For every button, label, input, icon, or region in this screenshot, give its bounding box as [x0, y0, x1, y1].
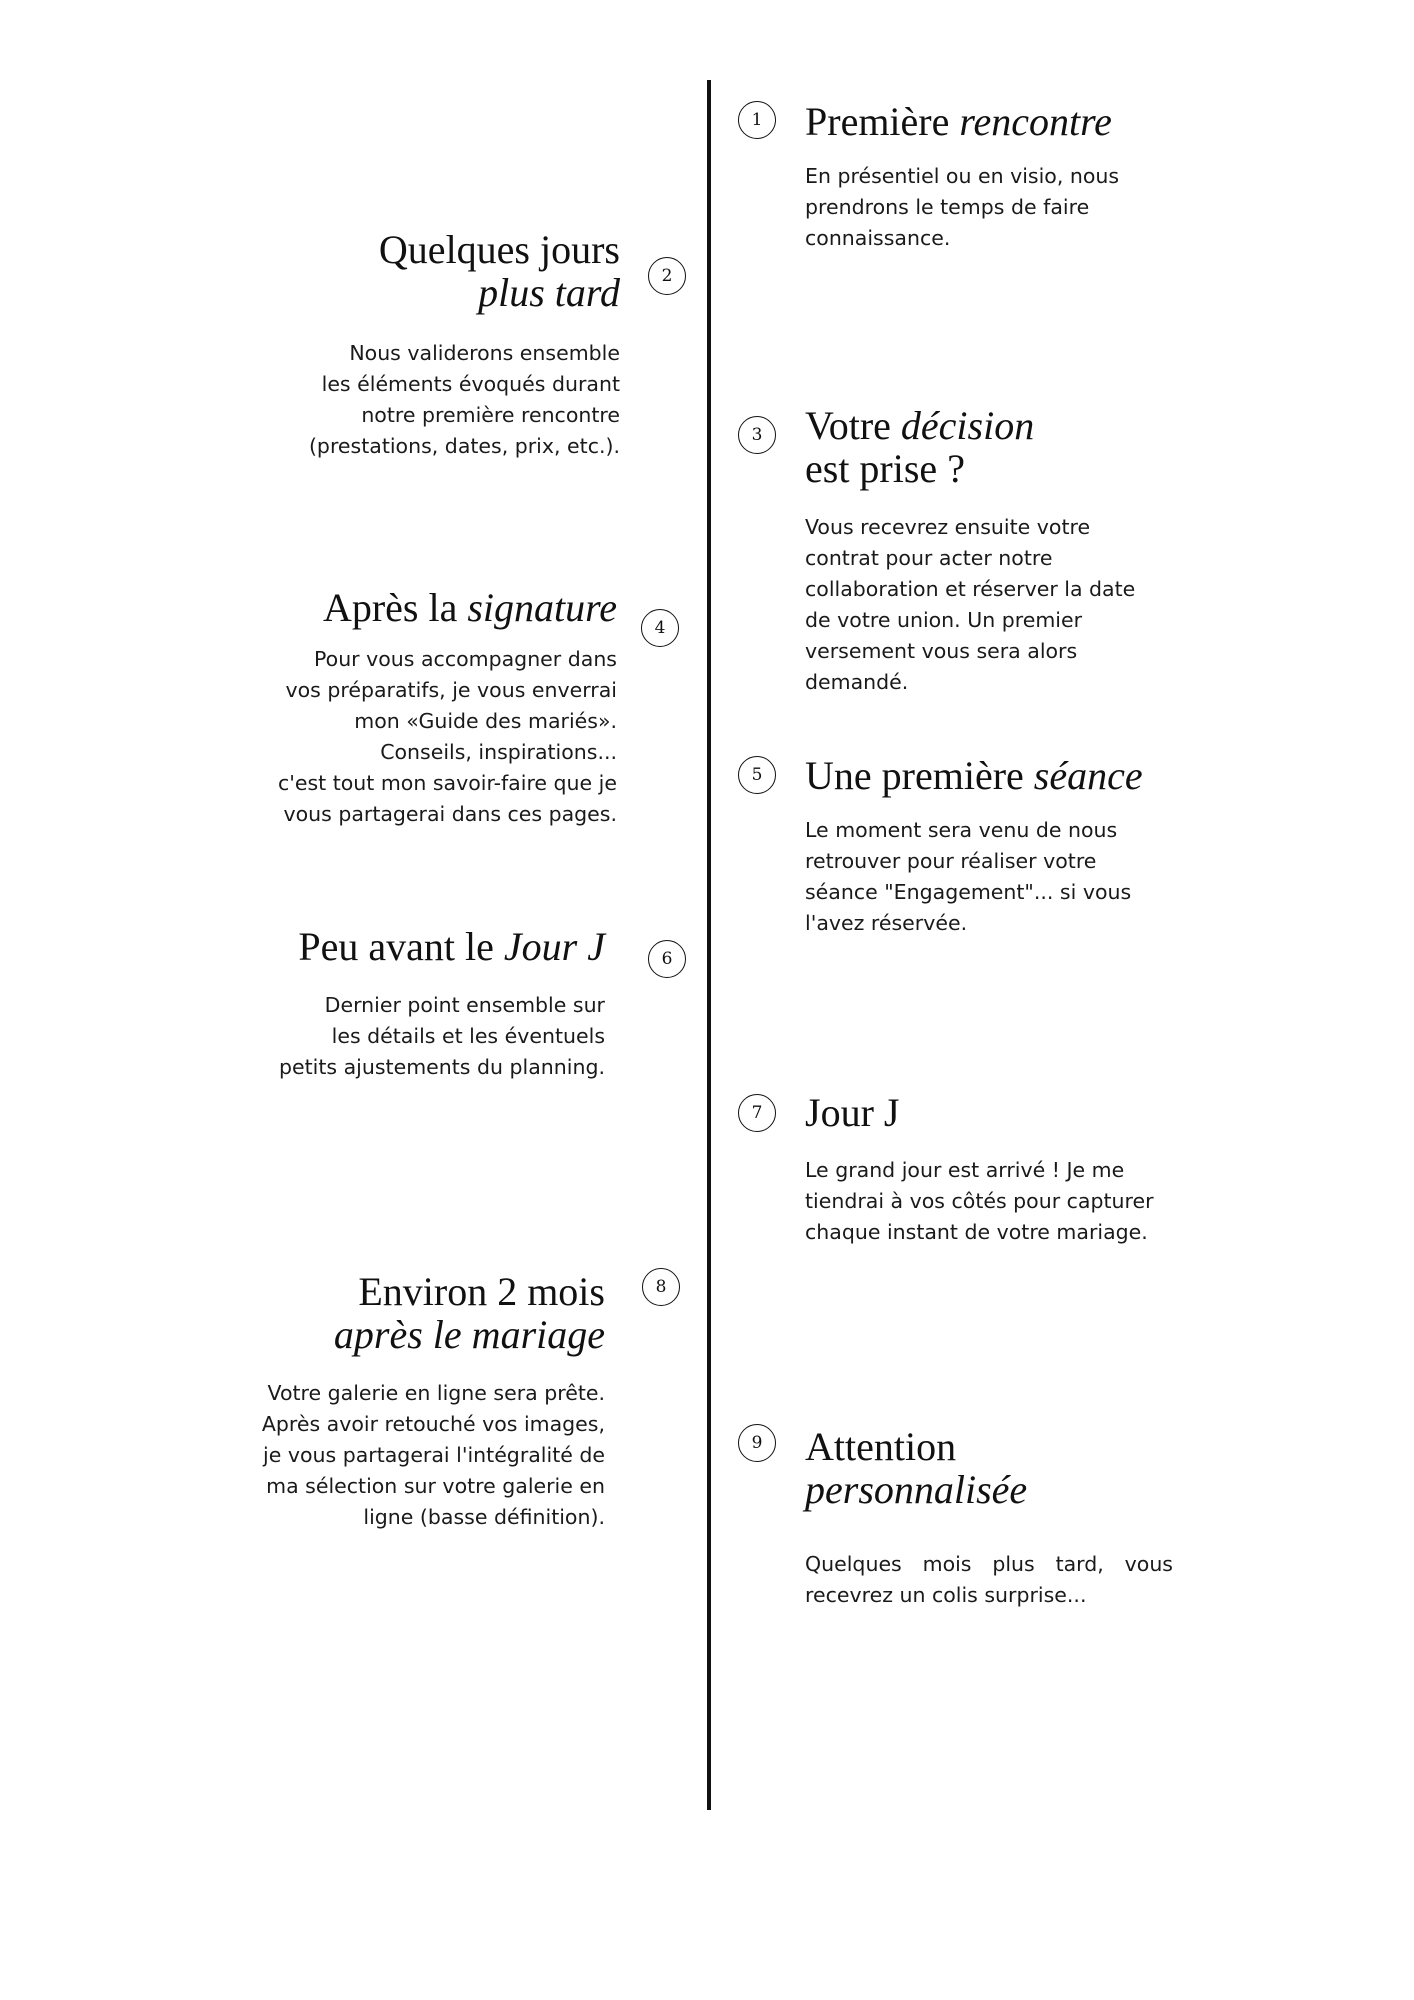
step-description: Le moment sera venu de nous retrouver pour réaliser votre séance "Engagement"... si vous l'avez réservée. — [805, 818, 1132, 935]
step-description: Le grand jour est arrivé ! Je me tiendrai à vos côtés pour capturer chaque instant de votre mariage. — [805, 1158, 1154, 1244]
step-title — [250, 228, 620, 314]
step-title — [805, 404, 1185, 490]
timeline-step-4 — [230, 586, 617, 830]
step-number-badge: 9 — [738, 1424, 776, 1462]
step-number-badge: 6 — [648, 940, 686, 978]
step-title-part: Attention — [805, 1424, 957, 1469]
step-title-italic: décision — [900, 403, 1035, 448]
step-title-part: Votre — [805, 403, 901, 448]
step-description: Vous recevrez ensuite votre contrat pour acter notre collaboration et réserver la date de votre union. Un premier versement vous sera alors demandé. — [805, 515, 1136, 694]
step-title — [805, 1425, 1173, 1511]
timeline-step-2 — [250, 228, 620, 462]
step-number-badge: 2 — [648, 257, 686, 295]
timeline-step-3 — [805, 404, 1185, 698]
timeline-step-9 — [805, 1425, 1173, 1611]
step-title-part: Peu avant le — [298, 924, 504, 969]
timeline-step-5 — [805, 754, 1205, 939]
step-title-italic: personnalisée — [805, 1467, 1028, 1512]
step-title-part: Après la — [322, 585, 468, 630]
timeline-step-8 — [225, 1270, 605, 1533]
step-title — [225, 1270, 605, 1356]
timeline-step-1 — [805, 100, 1165, 254]
step-number-badge: 8 — [642, 1268, 680, 1306]
step-title-italic: signature — [467, 585, 617, 630]
step-description: Nous validerons ensemble les éléments évoqués durant notre première rencontre (prestations, dates, prix, etc.). — [308, 341, 620, 458]
step-title — [805, 1091, 1205, 1134]
step-title-italic: Jour J — [503, 924, 605, 969]
step-description: En présentiel ou en visio, nous prendrons le temps de faire connaissance. — [805, 164, 1120, 250]
timeline-line — [707, 80, 711, 1810]
step-title — [233, 925, 605, 968]
step-title-part: Quelques jours — [378, 227, 620, 272]
step-description: Dernier point ensemble sur les détails et les éventuels petits ajustements du planning. — [279, 993, 605, 1079]
step-title — [805, 754, 1205, 797]
step-title — [805, 100, 1165, 143]
step-title-part: Une première — [805, 753, 1034, 798]
step-number-badge: 1 — [738, 101, 776, 139]
step-description: Pour vous accompagner dans vos préparatifs, je vous enverrai mon «Guide des mariés». Conseils, inspirations... c'est tout mon savoir-faire que je vous partagerai dans ces pages. — [277, 647, 617, 826]
step-description: Quelques mois plus tard, vous recevrez un colis surprise... — [805, 1552, 1173, 1607]
step-title-part: Jour J — [805, 1090, 900, 1135]
step-number-badge: 5 — [738, 756, 776, 794]
step-title-part: est prise ? — [805, 446, 965, 491]
timeline-step-6 — [233, 925, 605, 1083]
step-title-italic: rencontre — [959, 99, 1112, 144]
step-title-italic: après le mariage — [333, 1312, 605, 1357]
step-title-part: Première — [805, 99, 960, 144]
step-title-part: Environ 2 mois — [358, 1269, 605, 1314]
timeline-step-7 — [805, 1091, 1205, 1248]
step-title — [230, 586, 617, 629]
step-title-italic: plus tard — [478, 270, 620, 315]
step-number-badge: 3 — [738, 416, 776, 454]
step-number-badge: 4 — [641, 609, 679, 647]
step-description: Votre galerie en ligne sera prête. Après avoir retouché vos images, je vous partagerai l'intégralité de ma sélection sur votre galerie en ligne (basse définition). — [261, 1381, 605, 1529]
step-number-badge: 7 — [738, 1094, 776, 1132]
step-title-italic: séance — [1033, 753, 1143, 798]
